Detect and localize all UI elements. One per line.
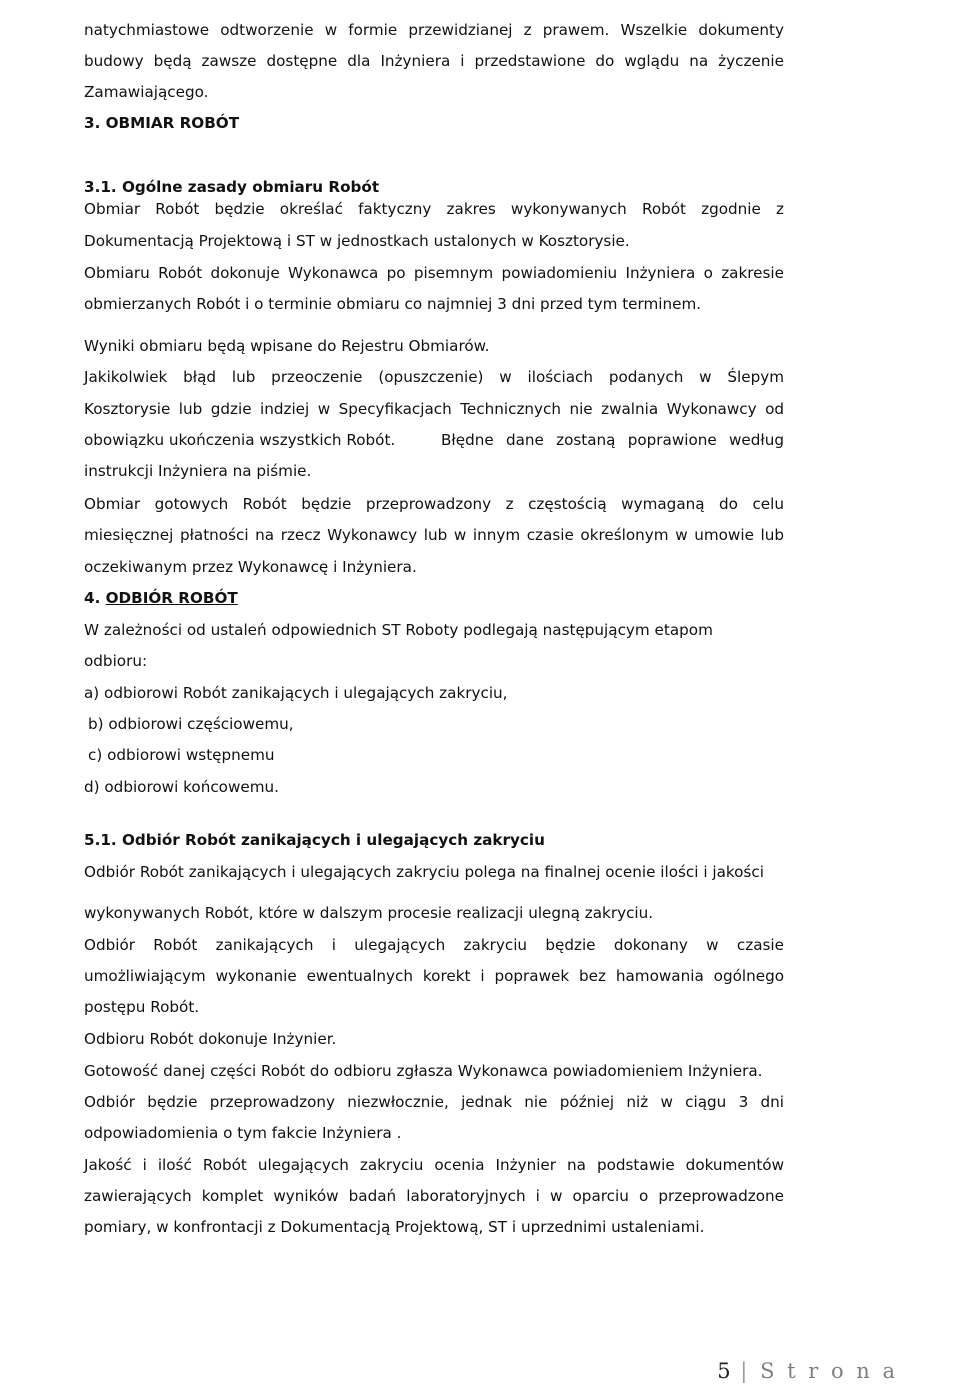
s51-p5-line-2: odpowiadomienia o tym fakcie Inżyniera . — [84, 1124, 402, 1142]
section-4-title: ODBIÓR ROBÓT — [105, 589, 238, 607]
s4-list-item-a: a) odbiorowi Robót zanikających i ulegających zakryciu, — [84, 684, 508, 702]
s31-p1-line-1: Obmiar Robót będzie określać faktyczny zakres wykonywanych Robót zgodnie z — [84, 200, 784, 218]
s31-p5-line-1: Obmiar gotowych Robót będzie przeprowadzony z częstością wymaganą do celu — [84, 495, 784, 513]
s4-list-item-d: d) odbiorowi końcowemu. — [84, 778, 279, 796]
s51-p3: Odbioru Robót dokonuje Inżynier. — [84, 1030, 337, 1048]
section-4-number: 4. — [84, 589, 101, 607]
section-4-heading — [84, 588, 784, 608]
page-footer — [717, 1358, 898, 1384]
s31-p3: Wyniki obmiaru będą wpisane do Rejestru Obmiarów. — [84, 337, 490, 355]
s4-list-item-b: b) odbiorowi częściowemu, — [88, 715, 294, 733]
page-label: S t r o n a — [760, 1359, 898, 1383]
s31-p4-line-3b: Błędne dane zostaną poprawione według — [441, 431, 784, 449]
s31-p2-line-2: obmierzanych Robót i o terminie obmiaru co najmniej 3 dni przed tym terminem. — [84, 295, 702, 313]
page-number: 5 — [717, 1359, 731, 1383]
s51-p6-line-1: Jakość i ilość Robót ulegających zakryciu ocenia Inżynier na podstawie dokumentów — [84, 1156, 784, 1174]
s31-p4-line-3a: obowiązku ukończenia wszystkich Robót. — [84, 431, 396, 449]
s31-p4-line-1: Jakikolwiek błąd lub przeoczenie (opuszczenie) w ilościach podanych w Ślepym — [84, 368, 784, 386]
s4-intro-line-1: W zależności od ustaleń odpowiednich ST Roboty podlegają następującym etapom — [84, 621, 713, 639]
s31-p1-line-2: Dokumentacją Projektową i ST w jednostkach ustalonych w Kosztorysie. — [84, 232, 630, 250]
section-3-1-heading: 3.1. Ogólne zasady obmiaru Robót — [84, 178, 380, 196]
s51-p6-line-3: pomiary, w konfrontacji z Dokumentacją Projektową, ST i uprzednimi ustaleniami. — [84, 1218, 705, 1236]
s51-p2-line-2: umożliwiającym wykonanie ewentualnych korekt i poprawek bez hamowania ogólnego — [84, 967, 784, 985]
s51-p4: Gotowość danej części Robót do odbioru zgłasza Wykonawca powiadomieniem Inżyniera. — [84, 1062, 763, 1080]
intro-line-1: natychmiastowe odtworzenie w formie przewidzianej z prawem. Wszelkie dokumenty — [84, 21, 784, 39]
page-separator: | — [740, 1359, 751, 1383]
s51-p6-line-2: zawierających komplet wyników badań laboratoryjnych i w oparciu o przeprowadzone — [84, 1187, 784, 1205]
section-3-heading: 3. OBMIAR ROBÓT — [84, 114, 240, 132]
s51-p2-line-3: postępu Robót. — [84, 998, 200, 1016]
s31-p5-line-2: miesięcznej płatności na rzecz Wykonawcy lub w innym czasie określonym w umowie lub — [84, 526, 784, 544]
s51-p5-line-1: Odbiór będzie przeprowadzony niezwłocznie, jednak nie później niż w ciągu 3 dni — [84, 1093, 784, 1111]
intro-line-3: Zamawiającego. — [84, 83, 209, 101]
s31-p2-line-1: Obmiaru Robót dokonuje Wykonawca po pisemnym powiadomieniu Inżyniera o zakresie — [84, 264, 784, 282]
s4-intro-line-2: odbioru: — [84, 652, 148, 670]
s51-p1-line-2: wykonywanych Robót, które w dalszym procesie realizacji ulegną zakryciu. — [84, 904, 654, 922]
s51-p1-line-1: Odbiór Robót zanikających i ulegających zakryciu polega na finalnej ocenie ilości i jakości — [84, 863, 764, 881]
s51-p2-line-1: Odbiór Robót zanikających i ulegających zakryciu będzie dokonany w czasie — [84, 936, 784, 954]
section-5-1-heading: 5.1. Odbiór Robót zanikających i ulegających zakryciu — [84, 831, 545, 849]
s31-p5-line-3: oczekiwanym przez Wykonawcę i Inżyniera. — [84, 558, 417, 576]
intro-line-2: budowy będą zawsze dostępne dla Inżyniera i przedstawione do wglądu na życzenie — [84, 52, 784, 70]
s31-p4-line-2: Kosztorysie lub gdzie indziej w Specyfikacjach Technicznych nie zwalnia Wykonawcy od — [84, 400, 784, 418]
s4-list-item-c: c) odbiorowi wstępnemu — [88, 746, 275, 764]
s31-p4-line-4: instrukcji Inżyniera na piśmie. — [84, 462, 312, 480]
